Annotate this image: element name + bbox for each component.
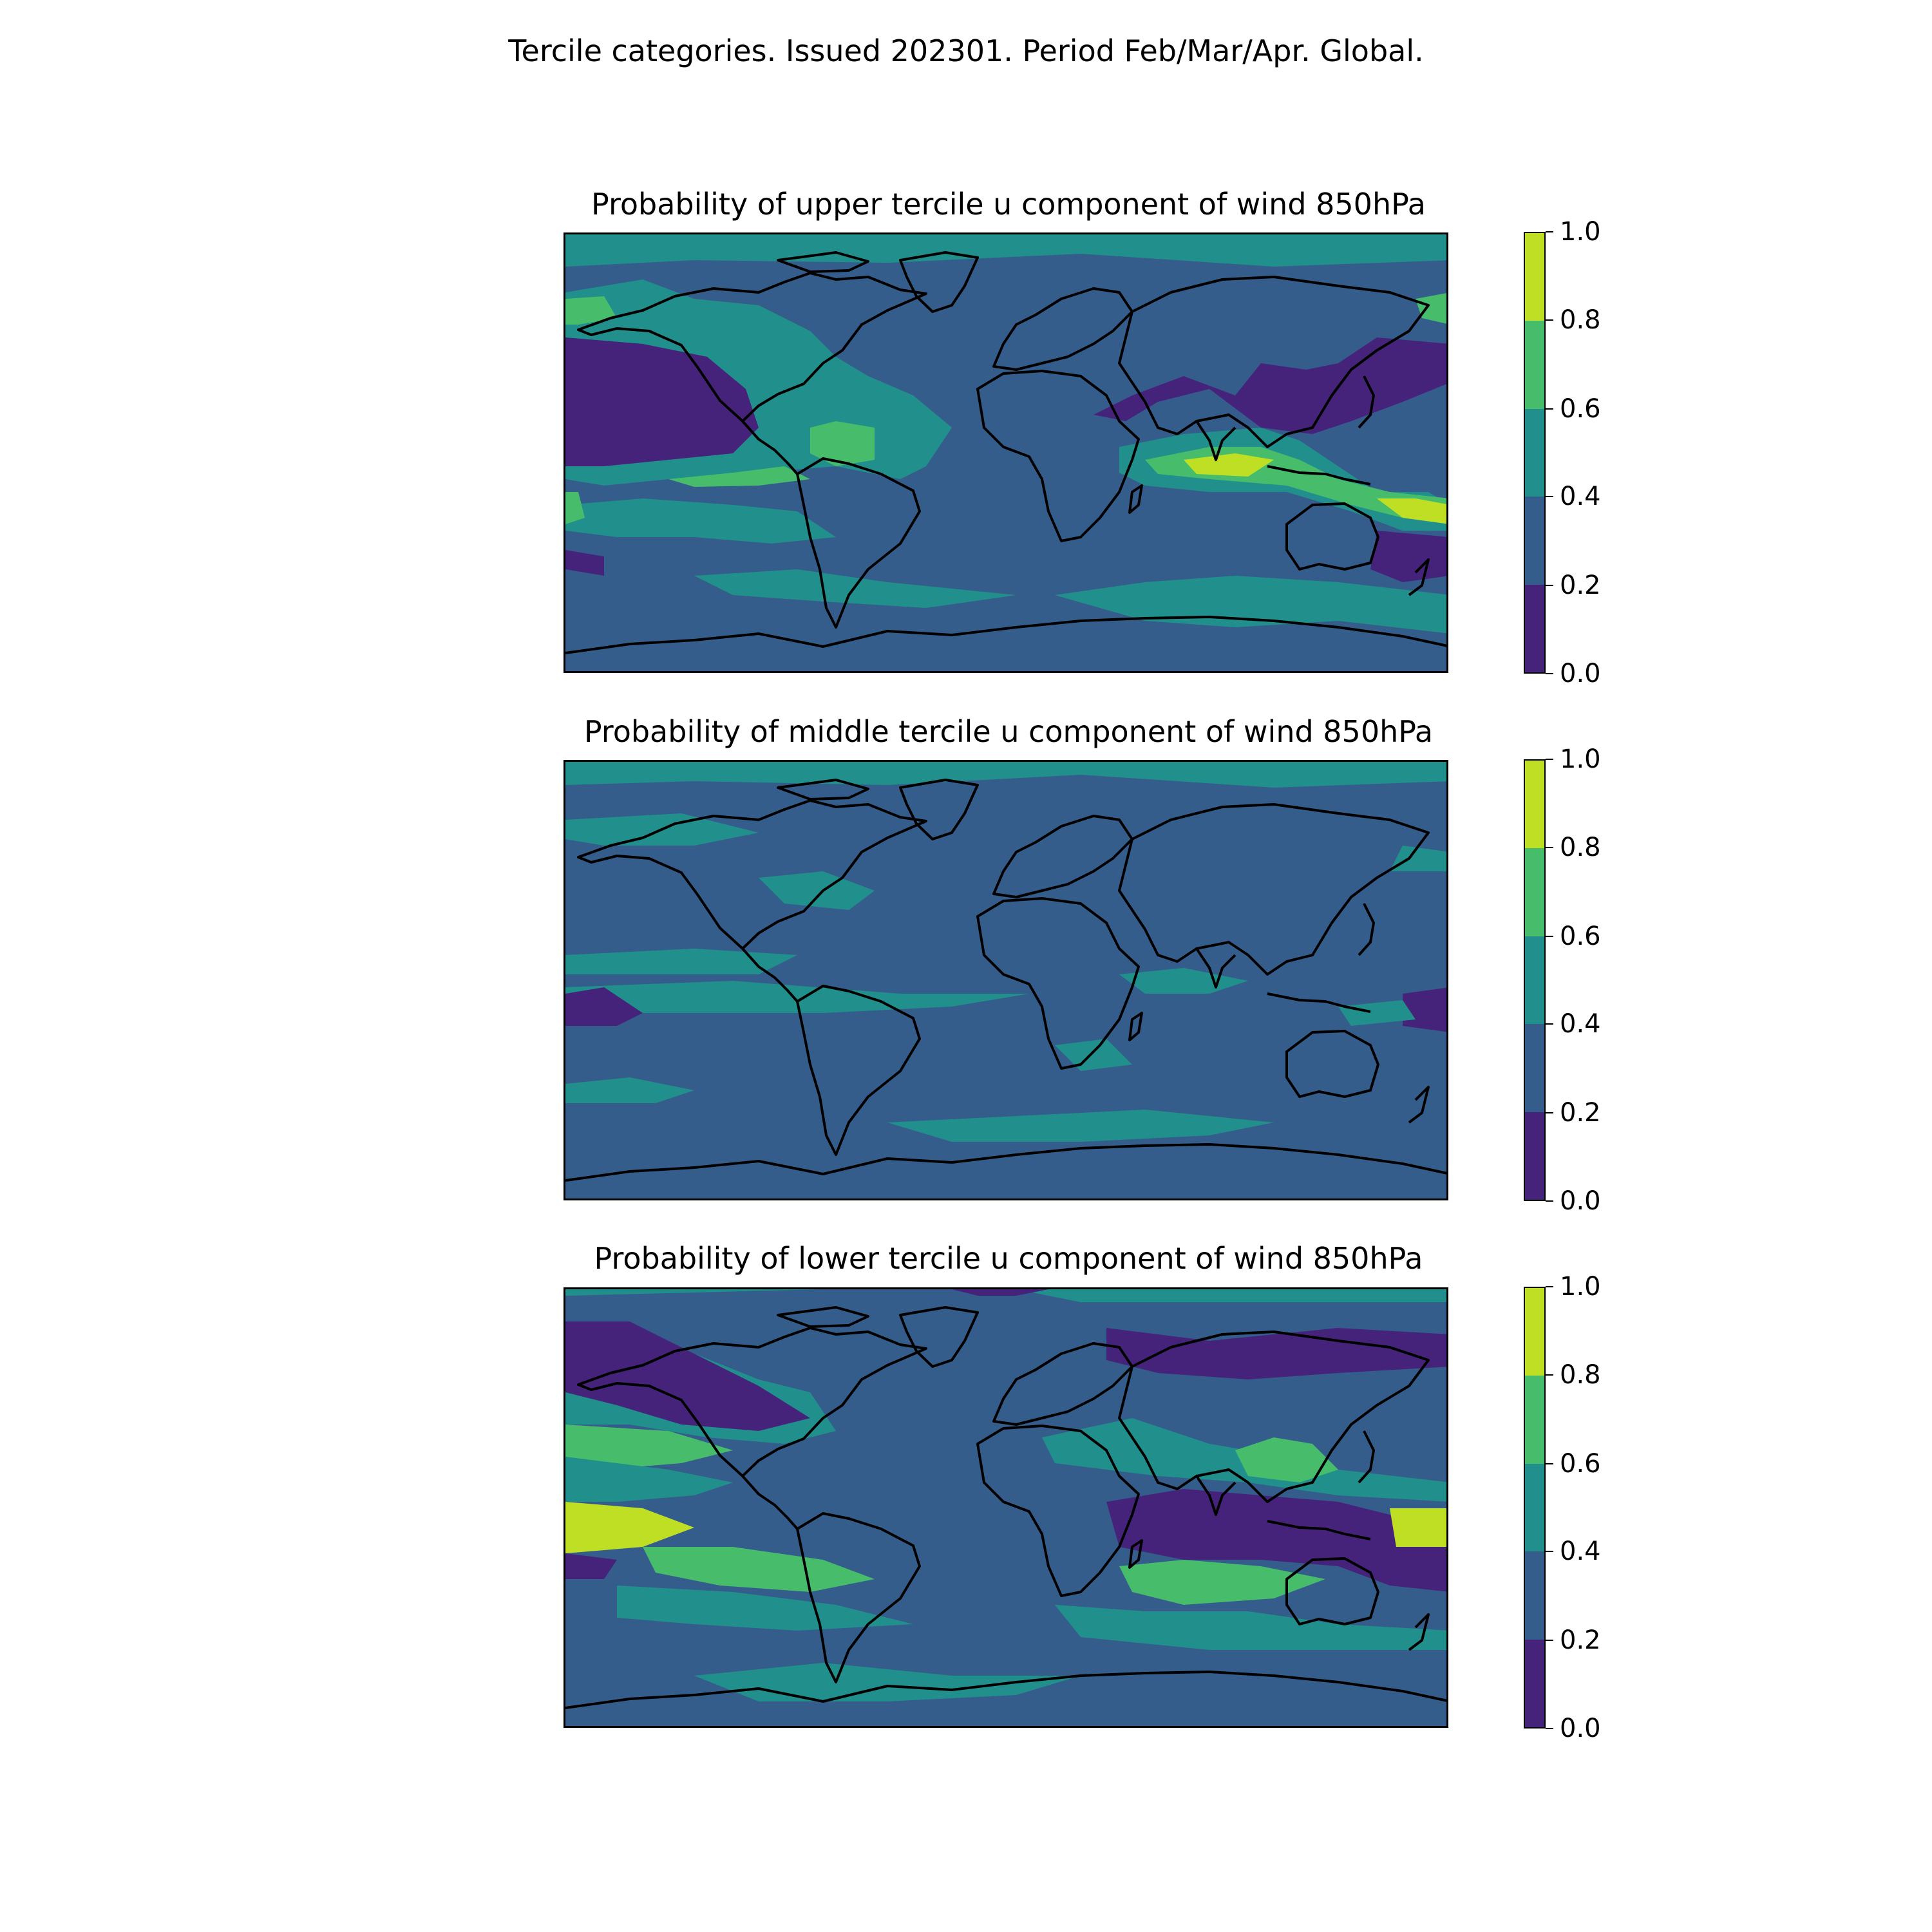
panel-title-upper: Probability of upper tercile u component of wind 850hPa (591, 187, 1426, 222)
colorbar-level-2 (1525, 1024, 1544, 1112)
map-lower-svg (565, 1289, 1448, 1728)
colorbar-level-4 (1525, 321, 1544, 408)
tick-label: 1.0 (1560, 744, 1601, 774)
colorbar-level-5 (1525, 1288, 1544, 1376)
tick-label: 0.2 (1560, 1625, 1601, 1655)
tick-label: 0.8 (1560, 305, 1601, 335)
tick-label: 0.8 (1560, 1360, 1601, 1390)
tick-label: 0.8 (1560, 833, 1601, 862)
map-middle-svg (565, 762, 1448, 1200)
tick-label: 0.6 (1560, 922, 1601, 951)
field-low (1403, 987, 1448, 1032)
colorbar-ticks-upper (1546, 217, 1623, 688)
tick-label: 0.4 (1560, 1537, 1601, 1566)
colorbar-level-3 (1525, 936, 1544, 1024)
map-lower-tercile (564, 1287, 1448, 1728)
tick-label: 0.4 (1560, 482, 1601, 511)
colorbar-level-3 (1525, 409, 1544, 497)
colorbar-level-3 (1525, 1464, 1544, 1551)
field-high (1390, 1508, 1448, 1547)
map-upper-tercile (564, 232, 1448, 673)
colorbar-level-1 (1525, 585, 1544, 672)
tick-label: 0.0 (1560, 1714, 1601, 1743)
colorbar-level-1 (1525, 1112, 1544, 1200)
colorbar-level-4 (1525, 1376, 1544, 1463)
tick-label: 0.6 (1560, 394, 1601, 424)
map-middle-tercile (564, 760, 1448, 1200)
map-upper-svg (565, 234, 1448, 673)
colorbar-level-5 (1525, 233, 1544, 321)
tick-label: 0.6 (1560, 1449, 1601, 1479)
colorbar-level-5 (1525, 761, 1544, 848)
colorbar-ticks-middle (1546, 744, 1623, 1216)
colorbar-level-4 (1525, 848, 1544, 936)
tick-label: 1.0 (1560, 1272, 1601, 1302)
tick-label: 1.0 (1560, 217, 1601, 247)
tick-label: 0.2 (1560, 571, 1601, 600)
colorbar-middle (1524, 759, 1546, 1201)
colorbar-ticks-lower (1546, 1272, 1623, 1743)
colorbar-lower (1524, 1287, 1546, 1728)
tick-label: 0.0 (1560, 659, 1601, 688)
figure-title: Tercile categories. Issued 202301. Period Feb/Mar/Apr. Global. (508, 33, 1424, 68)
tick-label: 0.0 (1560, 1186, 1601, 1216)
tick-label: 0.4 (1560, 1009, 1601, 1039)
colorbar-level-1 (1525, 1640, 1544, 1727)
panel-title-lower: Probability of lower tercile u component of wind 850hPa (594, 1241, 1423, 1276)
colorbar-upper (1524, 232, 1546, 674)
panel-title-middle: Probability of middle tercile u component of wind 850hPa (583, 714, 1434, 749)
colorbar-level-2 (1525, 1551, 1544, 1639)
tick-label: 0.2 (1560, 1098, 1601, 1128)
colorbar-level-2 (1525, 497, 1544, 584)
